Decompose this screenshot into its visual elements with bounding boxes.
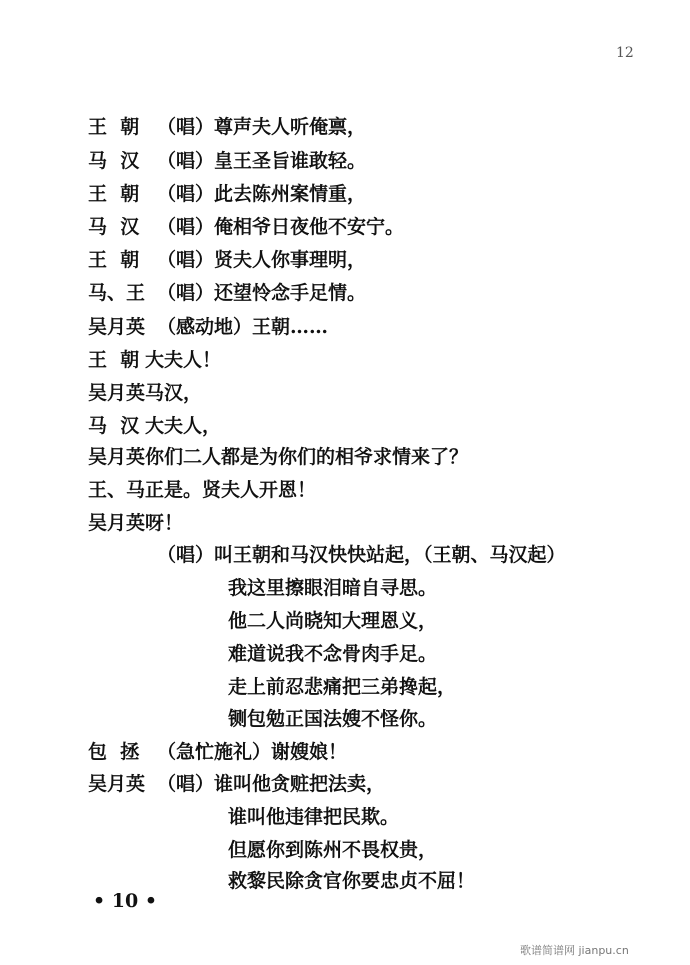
speaker-name: 吴月英 (88, 382, 146, 404)
line-text: 正是。贤夫人开恩！ (145, 479, 317, 501)
line-text: 马汉， (145, 382, 203, 404)
speaker-name: 包 拯 (88, 741, 140, 763)
watermark: 歌谱简谱网 jianpu.cn (520, 944, 629, 957)
line-text: （感动地）王朝…… (157, 316, 329, 338)
line-text: （唱）还望怜念手足情。 (157, 282, 367, 304)
line-text: 难道说我不念骨肉手足。 (228, 643, 438, 665)
speaker-name: 王 朝 (88, 116, 140, 138)
line-text: （唱）叫王朝和马汉快快站起，（王朝、马汉起） (157, 544, 566, 566)
speaker-name: 王 朝 (88, 249, 140, 271)
speaker-name: 马、王 (88, 282, 146, 304)
speaker-name: 马 汉 (88, 415, 140, 437)
line-text: 呀！ (145, 512, 184, 534)
speaker-name: 马 汉 (88, 150, 140, 172)
corner-mark: 12 (616, 45, 634, 61)
speaker-name: 王、马 (88, 479, 146, 501)
line-text: 我这里擦眼泪暗自寻思。 (228, 577, 438, 599)
line-text: 大夫人， (145, 415, 222, 437)
speaker-name: 吴月英 (88, 316, 146, 338)
line-text: 谁叫他违律把民欺。 (228, 806, 400, 828)
line-text: （唱）贤夫人你事理明， (157, 249, 367, 271)
line-text: （唱）此去陈州案情重， (157, 183, 367, 205)
line-text: （唱）俺相爷日夜他不安宁。 (157, 216, 405, 238)
line-text: 大夫人！ (145, 349, 222, 371)
speaker-name: 吴月英 (88, 773, 146, 795)
page-number: • 10 • (93, 890, 157, 912)
line-text: 铡包勉正国法嫂不怪你。 (228, 708, 438, 730)
speaker-name: 马 汉 (88, 216, 140, 238)
speaker-name: 王 朝 (88, 349, 140, 371)
speaker-name: 吴月英 (88, 446, 146, 468)
line-text: 救黎民除贪官你要忠贞不屈！ (228, 870, 476, 892)
speaker-name: 吴月英 (88, 512, 146, 534)
line-text: 他二人尚晓知大理恩义， (228, 610, 438, 632)
line-text: 走上前忍悲痛把三弟搀起， (228, 676, 457, 698)
line-text: 但愿你到陈州不畏权贵， (228, 839, 438, 861)
line-text: （唱）尊声夫人听俺禀， (157, 116, 367, 138)
speaker-name: 王 朝 (88, 183, 140, 205)
line-text: （急忙施礼）谢嫂娘！ (157, 741, 348, 763)
line-text: （唱）谁叫他贪赃把法卖， (157, 773, 386, 795)
line-text: 你们二人都是为你们的相爷求情来了？ (145, 446, 469, 468)
line-text: （唱）皇王圣旨谁敢轻。 (157, 150, 367, 172)
